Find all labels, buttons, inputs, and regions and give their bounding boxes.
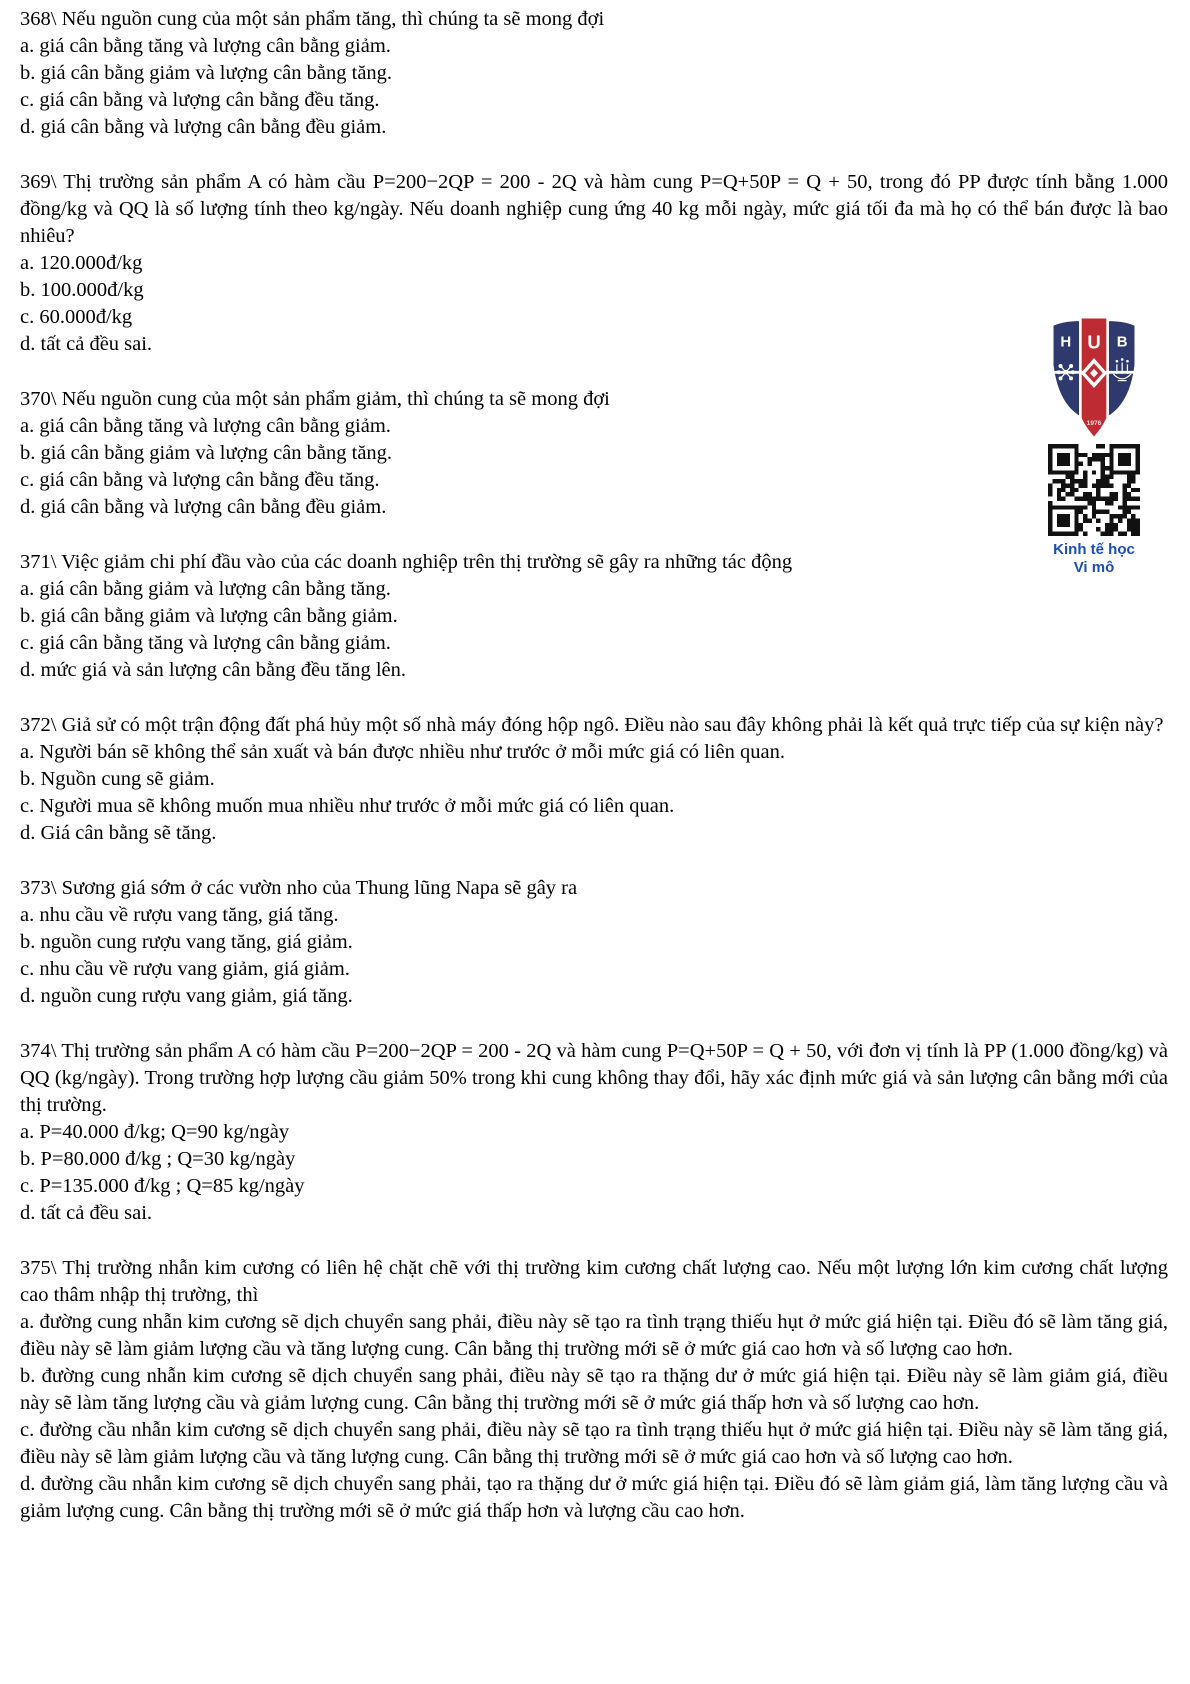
question-stem: 374\ Thị trường sản phẩm A có hàm cầu P=200−2QP = 200 - 2Q và hàm cung P=Q+50P = Q + 50, với đơn vị tính là PP (1.000 đồng/kg) và QQ (kg/ngày). Trong trường hợp lượng cầu giảm 50% trong khi cung không thay đổi, hãy xác định mức giá và sản lượng cân bằng mới của thị trường. xyxy=(20,1040,1168,1116)
answer-option: c. 60.000đ/kg xyxy=(20,306,133,328)
answer-option: b. nguồn cung rượu vang tăng, giá giảm. xyxy=(20,931,353,953)
answer-option: c. nhu cầu về rượu vang giảm, giá giảm. xyxy=(20,958,350,980)
answer-option: a. nhu cầu về rượu vang tăng, giá tăng. xyxy=(20,904,339,926)
answer-option: d. tất cả đều sai. xyxy=(20,333,153,355)
qr-code-icon xyxy=(1048,444,1140,536)
answer-option: c. giá cân bằng và lượng cân bằng đều tăng. xyxy=(20,89,380,111)
answer-option: c. đường cầu nhẫn kim cương sẽ dịch chuyển sang phải, điều này sẽ tạo ra tình trạng thiếu hụt ở mức giá hiện tại. Điều này sẽ làm tăng giá, điều này sẽ làm giảm lượng cầu và tăng lượng cung. Cân bằng thị trường mới sẽ ở mức giá cao hơn và số lượng cao hơn. xyxy=(20,1419,1168,1468)
answer-option: b. P=80.000 đ/kg ; Q=30 kg/ngày xyxy=(20,1148,296,1170)
question-block xyxy=(20,169,1168,358)
answer-option: b. đường cung nhẫn kim cương sẽ dịch chuyển sang phải, điều này sẽ tạo ra thặng dư ở mức giá hiện tại. Điều này sẽ làm giảm giá, điều này sẽ làm tăng lượng cầu và giảm lượng cung. Cân bằng thị trường mới sẽ ở mức giá thấp hơn và số lượng cao hơn. xyxy=(20,1365,1168,1414)
answer-option: a. P=40.000 đ/kg; Q=90 kg/ngày xyxy=(20,1121,290,1143)
question-block xyxy=(20,1255,1168,1525)
answer-option: a. Người bán sẽ không thể sản xuất và bán được nhiều như trước ở mỗi mức giá có liên quan. xyxy=(20,741,785,763)
answer-option: d. giá cân bằng và lượng cân bằng đều giảm. xyxy=(20,496,387,518)
question-block xyxy=(20,1038,1168,1227)
logo-letter-b: B xyxy=(1116,333,1128,351)
answer-option: c. giá cân bằng và lượng cân bằng đều tăng. xyxy=(20,469,380,491)
course-caption xyxy=(1044,541,1144,577)
answer-option: a. đường cung nhẫn kim cương sẽ dịch chuyển sang phải, điều này sẽ tạo ra tình trạng thiếu hụt ở mức giá hiện tại. Điều đó sẽ làm tăng giá, điều này sẽ làm giảm lượng cầu và tăng lượng cung. Cân bằng thị trường mới sẽ ở mức giá cao hơn và số lượng cao hơn. xyxy=(20,1311,1168,1360)
question-block xyxy=(20,712,1168,847)
question-stem: 372\ Giả sử có một trận động đất phá hủy một số nhà máy đóng hộp ngô. Điều nào sau đây không phải là kết quả trực tiếp của sự kiện này? xyxy=(20,714,1164,736)
question-block xyxy=(20,386,1168,521)
question-stem: 370\ Nếu nguồn cung của một sản phẩm giảm, thì chúng ta sẽ mong đợi xyxy=(20,388,610,410)
answer-option: b. Nguồn cung sẽ giảm. xyxy=(20,768,215,790)
question-list xyxy=(20,6,1168,1553)
answer-option: d. giá cân bằng và lượng cân bằng đều giảm. xyxy=(20,116,387,138)
course-caption-line1: Kinh tế học xyxy=(1053,541,1135,558)
hub-logo xyxy=(1050,314,1138,441)
answer-option: d. tất cả đều sai. xyxy=(20,1202,153,1224)
answer-option: c. Người mua sẽ không muốn mua nhiều như trước ở mỗi mức giá có liên quan. xyxy=(20,795,675,817)
answer-option: a. giá cân bằng tăng và lượng cân bằng giảm. xyxy=(20,415,391,437)
branding-column xyxy=(1044,314,1144,577)
question-stem: 375\ Thị trường nhẫn kim cương có liên hệ chặt chẽ với thị trường kim cương chất lượng cao. Nếu một lượng lớn kim cương chất lượng cao thâm nhập thị trường, thì xyxy=(20,1257,1168,1306)
logo-letter-u: U xyxy=(1087,331,1101,353)
answer-option: b. 100.000đ/kg xyxy=(20,279,144,301)
question-stem: 369\ Thị trường sản phẩm A có hàm cầu P=200−2QP = 200 - 2Q và hàm cung P=Q+50P = Q + 50, trong đó PP được tính bằng 1.000 đồng/kg và QQ là số lượng tính theo kg/ngày. Nếu doanh nghiệp cung ứng 40 kg mỗi ngày, mức giá tối đa mà họ có thể bán được là bao nhiêu? xyxy=(20,171,1168,247)
answer-option: d. nguồn cung rượu vang giảm, giá tăng. xyxy=(20,985,353,1007)
question-block xyxy=(20,875,1168,1010)
answer-option: d. đường cầu nhẫn kim cương sẽ dịch chuyển sang phải, tạo ra thặng dư ở mức giá hiện tại. Điều đó sẽ làm giảm giá, làm tăng lượng cầu và giảm lượng cung. Cân bằng thị trường mới sẽ ở mức giá thấp hơn và lượng cầu cao hơn. xyxy=(20,1473,1168,1522)
question-block xyxy=(20,549,1168,684)
answer-option: c. P=135.000 đ/kg ; Q=85 kg/ngày xyxy=(20,1175,305,1197)
question-stem: 368\ Nếu nguồn cung của một sản phẩm tăng, thì chúng ta sẽ mong đợi xyxy=(20,8,605,30)
question-stem: 373\ Sương giá sớm ở các vườn nho của Thung lũng Napa sẽ gây ra xyxy=(20,877,578,899)
answer-option: d. Giá cân bằng sẽ tăng. xyxy=(20,822,217,844)
answer-option: b. giá cân bằng giảm và lượng cân bằng tăng. xyxy=(20,62,393,84)
question-block xyxy=(20,6,1168,141)
logo-letter-h: H xyxy=(1060,333,1072,351)
question-stem: 371\ Việc giảm chi phí đầu vào của các doanh nghiệp trên thị trường sẽ gây ra những tác động xyxy=(20,551,793,573)
answer-option: a. giá cân bằng tăng và lượng cân bằng giảm. xyxy=(20,35,391,57)
answer-option: a. 120.000đ/kg xyxy=(20,252,143,274)
qr-code xyxy=(1048,444,1140,536)
answer-option: b. giá cân bằng giảm và lượng cân bằng tăng. xyxy=(20,442,393,464)
answer-option: c. giá cân bằng tăng và lượng cân bằng giảm. xyxy=(20,632,391,654)
logo-year: 1976 xyxy=(1086,420,1102,428)
answer-option: d. mức giá và sản lượng cân bằng đều tăng lên. xyxy=(20,659,407,681)
answer-option: a. giá cân bằng giảm và lượng cân bằng tăng. xyxy=(20,578,391,600)
answer-option: b. giá cân bằng giảm và lượng cân bằng giảm. xyxy=(20,605,398,627)
hub-shield-icon xyxy=(1050,314,1138,441)
course-caption-line2: Vi mô xyxy=(1073,559,1115,576)
